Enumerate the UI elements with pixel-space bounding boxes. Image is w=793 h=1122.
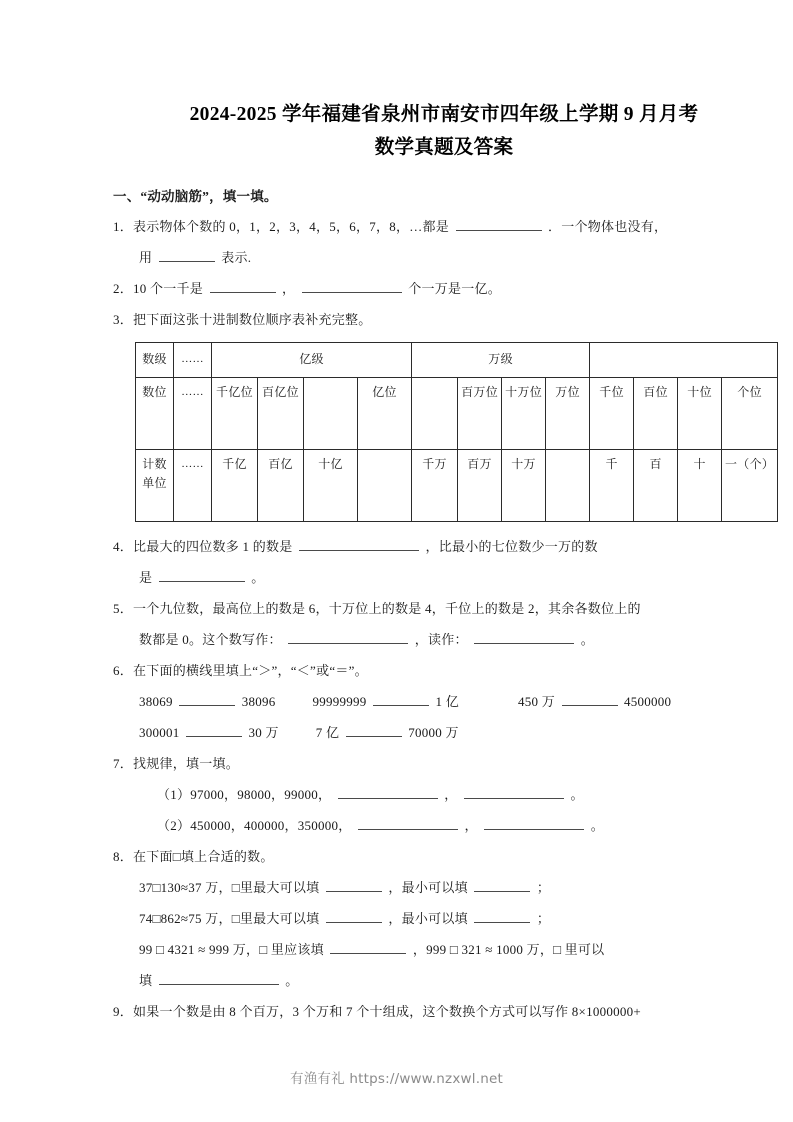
answer-blank[interactable] xyxy=(159,569,245,582)
answer-blank[interactable] xyxy=(358,817,458,830)
answer-blank[interactable] xyxy=(159,972,279,985)
answer-blank[interactable] xyxy=(474,631,574,644)
answer-blank[interactable] xyxy=(338,786,438,799)
question-8-line-4 xyxy=(113,965,775,996)
question-2 xyxy=(113,273,775,304)
q6-value: 300001 xyxy=(139,725,180,740)
ellipsis-cell: …… xyxy=(174,343,212,378)
q8-text-j: 。 xyxy=(285,973,299,988)
q6-value: 30 万 xyxy=(248,725,279,740)
ellipsis-cell: …… xyxy=(174,450,212,522)
question-6-row-a xyxy=(113,686,775,717)
question-1-line-1 xyxy=(113,211,775,242)
digit-cell[interactable] xyxy=(412,378,458,450)
digit-cell[interactable]: 个位 xyxy=(722,378,778,450)
q1-text-c: 用 xyxy=(139,250,153,265)
unit-cell[interactable] xyxy=(358,450,412,522)
question-4-line-2 xyxy=(113,562,775,593)
q8-text-b: ，最小可以填 xyxy=(388,880,468,895)
q5-text-a: 数都是 0。这个数写作： xyxy=(139,632,282,647)
q7-text-a: （1）97000，98000，99000， xyxy=(157,787,332,802)
question-6-row-b xyxy=(113,717,775,748)
q1-text-b: ．一个物体也没有， xyxy=(548,219,668,234)
q6-value: 1 亿 xyxy=(435,694,460,709)
q4-text-c: 是 xyxy=(139,570,153,585)
page-title xyxy=(113,98,775,164)
unit-cell[interactable]: 百亿 xyxy=(258,450,304,522)
unit-cell[interactable]: 十亿 xyxy=(304,450,358,522)
row-label-digit: 数位 xyxy=(136,378,174,450)
digit-cell[interactable]: 百万位 xyxy=(458,378,502,450)
q8-text-g: 99 □ 4321 ≈ 999 万，□ 里应该填 xyxy=(139,942,324,957)
question-4-line-1 xyxy=(113,531,775,562)
group-yi-level: 亿级 xyxy=(212,343,412,378)
answer-blank[interactable] xyxy=(210,280,276,293)
answer-blank[interactable] xyxy=(302,280,402,293)
unit-cell[interactable]: 一（个） xyxy=(722,450,778,522)
title-line-2: 数学真题及答案 xyxy=(374,137,514,158)
question-5-line-1: 5．一个九位数，最高位上的数是 6，十万位上的数是 4，千位上的数是 2，其余各数位上的 xyxy=(113,601,641,616)
question-8-prompt: 8．在下面□填上合适的数。 xyxy=(113,849,274,864)
digit-cell[interactable]: 百亿位 xyxy=(258,378,304,450)
q8-text-c: ； xyxy=(536,880,551,895)
question-3-prompt: 3．把下面这张十进制数位顺序表补充完整。 xyxy=(113,312,372,327)
q8-text-f: ； xyxy=(536,911,551,926)
comparison-blank[interactable] xyxy=(373,693,429,706)
row-label-unit: 计数单位 xyxy=(136,450,174,522)
table-row-level xyxy=(136,343,778,378)
q4-text-b: ，比最小的七位数少一万的数 xyxy=(425,539,598,554)
q7-text-e: ， xyxy=(464,818,478,833)
document-body xyxy=(113,0,775,1027)
q6-value: 38096 xyxy=(241,694,276,709)
digit-cell[interactable]: 十位 xyxy=(678,378,722,450)
q7-text-b: ， xyxy=(444,787,458,802)
question-6-prompt: 6．在下面的横线里填上“＞”，“＜”或“＝”。 xyxy=(113,663,368,678)
q7-text-f: 。 xyxy=(590,818,605,833)
place-value-table-wrapper xyxy=(135,342,775,522)
comparison-blank[interactable] xyxy=(186,724,242,737)
digit-cell[interactable]: 亿位 xyxy=(358,378,412,450)
q8-text-i: 填 xyxy=(139,973,153,988)
answer-blank[interactable] xyxy=(474,879,530,892)
q4-text-d: 。 xyxy=(251,570,265,585)
q2-text-a: 2．10 个一千是 xyxy=(113,281,204,296)
question-1-line-2 xyxy=(113,242,775,273)
question-5-line-2 xyxy=(113,624,775,655)
comparison-blank[interactable] xyxy=(346,724,402,737)
table-row-unit xyxy=(136,450,778,522)
section-heading: 一、“动动脑筋”，填一填。 xyxy=(113,189,278,204)
q6-value: 450 万 xyxy=(518,694,556,709)
q8-text-h: ，999 □ 321 ≈ 1000 万，□ 里可以 xyxy=(412,942,605,957)
q8-text-d: 74□862≈75 万，□里最大可以填 xyxy=(139,911,320,926)
comparison-blank[interactable] xyxy=(562,693,618,706)
digit-cell[interactable]: 百位 xyxy=(634,378,678,450)
question-7-prompt: 7．找规律，填一填。 xyxy=(113,756,240,771)
q8-text-a: 37□130≈37 万，□里最大可以填 xyxy=(139,880,320,895)
question-8-line-3 xyxy=(113,934,775,965)
answer-blank[interactable] xyxy=(288,631,408,644)
q5-text-c: 。 xyxy=(580,632,595,647)
q2-text-c: 个一万是一亿。 xyxy=(408,281,502,296)
group-ge-level[interactable] xyxy=(590,343,778,378)
q7-text-d: （2）450000，400000，350000， xyxy=(157,818,352,833)
q8-text-e: ，最小可以填 xyxy=(388,911,468,926)
unit-cell[interactable]: 千亿 xyxy=(212,450,258,522)
answer-blank[interactable] xyxy=(464,786,564,799)
q6-value: 4500000 xyxy=(624,694,672,709)
unit-cell[interactable]: 千 xyxy=(590,450,634,522)
footer-watermark: 有渔有礼 https://www.nzxwl.net xyxy=(290,1071,503,1087)
q6-value: 99999999 xyxy=(312,694,367,709)
unit-cell[interactable]: 十万 xyxy=(502,450,546,522)
q6-value: 7 亿 xyxy=(315,725,340,740)
q1-text-a: 1．表示物体个数的 0，1，2，3，4，5，6，7，8，…都是 xyxy=(113,219,450,234)
q5-text-b: ，读作： xyxy=(414,632,468,647)
group-wan-level: 万级 xyxy=(412,343,590,378)
ellipsis-cell: …… xyxy=(174,378,212,450)
comparison-blank[interactable] xyxy=(179,693,235,706)
answer-blank[interactable] xyxy=(484,817,584,830)
digit-cell[interactable]: 千亿位 xyxy=(212,378,258,450)
question-8-line-2 xyxy=(113,903,775,934)
question-7-item-1 xyxy=(113,779,775,810)
answer-blank[interactable] xyxy=(330,941,406,954)
answer-blank[interactable] xyxy=(326,879,382,892)
title-line-1: 2024-2025 学年福建省泉州市南安市四年级上学期 9 月月考 xyxy=(189,104,699,125)
unit-cell[interactable] xyxy=(546,450,590,522)
digit-cell[interactable]: 千位 xyxy=(590,378,634,450)
digit-cell[interactable]: 万位 xyxy=(546,378,590,450)
question-8-line-1 xyxy=(113,872,775,903)
place-value-table xyxy=(135,342,778,522)
unit-cell[interactable]: 百 xyxy=(634,450,678,522)
digit-cell[interactable]: 十万位 xyxy=(502,378,546,450)
q4-text-a: 4．比最大的四位数多 1 的数是 xyxy=(113,539,293,554)
answer-blank[interactable] xyxy=(474,910,530,923)
q1-text-d: 表示. xyxy=(221,250,252,265)
q6-value: 70000 万 xyxy=(408,725,459,740)
unit-cell[interactable]: 千万 xyxy=(412,450,458,522)
answer-blank[interactable] xyxy=(456,218,542,231)
question-7-item-2 xyxy=(113,810,775,841)
q6-value: 38069 xyxy=(139,694,173,709)
answer-blank[interactable] xyxy=(159,249,215,262)
q2-text-b: ， xyxy=(282,281,296,296)
q7-text-c: 。 xyxy=(570,787,584,802)
unit-cell[interactable]: 十 xyxy=(678,450,722,522)
digit-cell[interactable] xyxy=(304,378,358,450)
table-row-digit xyxy=(136,378,778,450)
question-9-line-1: 9．如果一个数是由 8 个百万，3 个万和 7 个十组成，这个数换个方式可以写作 8×1000000+ xyxy=(113,1004,641,1019)
row-label-level: 数级 xyxy=(136,343,174,378)
unit-cell[interactable]: 百万 xyxy=(458,450,502,522)
answer-blank[interactable] xyxy=(326,910,382,923)
answer-blank[interactable] xyxy=(299,538,419,551)
